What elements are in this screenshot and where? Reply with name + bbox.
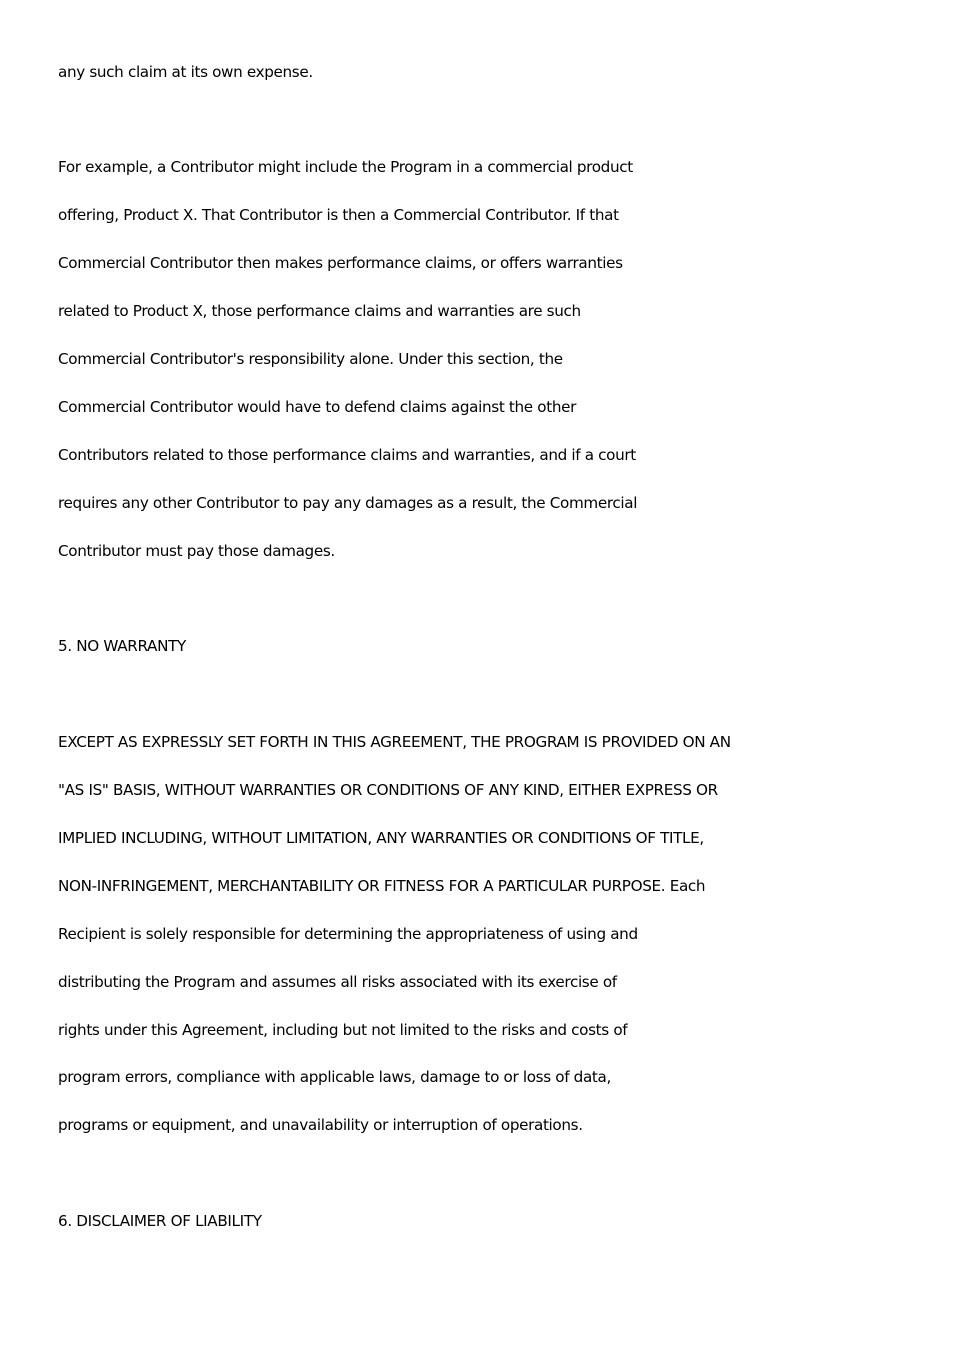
text-line: Commercial Contributor would have to defend claims against the other xyxy=(58,398,576,416)
text-line: programs or equipment, and unavailability or interruption of operations. xyxy=(58,1116,583,1134)
text-line: distributing the Program and assumes all risks associated with its exercise of xyxy=(58,973,617,991)
text-line: For example, a Contributor might include the Program in a commercial product xyxy=(58,158,633,176)
text-line: program errors, compliance with applicable laws, damage to or loss of data, xyxy=(58,1068,611,1086)
text-line: NON-INFRINGEMENT, MERCHANTABILITY OR FITNESS FOR A PARTICULAR PURPOSE. Each xyxy=(58,877,706,895)
text-line: Commercial Contributor then makes performance claims, or offers warranties xyxy=(58,254,623,272)
text-line: Contributors related to those performance claims and warranties, and if a court xyxy=(58,446,636,464)
text-line: rights under this Agreement, including but not limited to the risks and costs of xyxy=(58,1021,628,1039)
text-line: "AS IS" BASIS, WITHOUT WARRANTIES OR CONDITIONS OF ANY KIND, EITHER EXPRESS OR xyxy=(58,781,718,799)
text-line: requires any other Contributor to pay any damages as a result, the Commercial xyxy=(58,494,638,512)
text-line: any such claim at its own expense. xyxy=(58,63,313,81)
text-line: offering, Product X. That Contributor is then a Commercial Contributor. If that xyxy=(58,206,619,224)
section-heading: 5. NO WARRANTY xyxy=(58,637,186,655)
text-line: Recipient is solely responsible for determining the appropriateness of using and xyxy=(58,925,638,943)
text-line: EXCEPT AS EXPRESSLY SET FORTH IN THIS AGREEMENT, THE PROGRAM IS PROVIDED ON AN xyxy=(58,733,731,751)
text-line: IMPLIED INCLUDING, WITHOUT LIMITATION, ANY WARRANTIES OR CONDITIONS OF TITLE, xyxy=(58,829,704,847)
text-line: Commercial Contributor's responsibility alone. Under this section, the xyxy=(58,350,563,368)
section-heading: 6. DISCLAIMER OF LIABILITY xyxy=(58,1212,262,1230)
text-line: related to Product X, those performance claims and warranties are such xyxy=(58,302,581,320)
text-line: Contributor must pay those damages. xyxy=(58,542,335,560)
